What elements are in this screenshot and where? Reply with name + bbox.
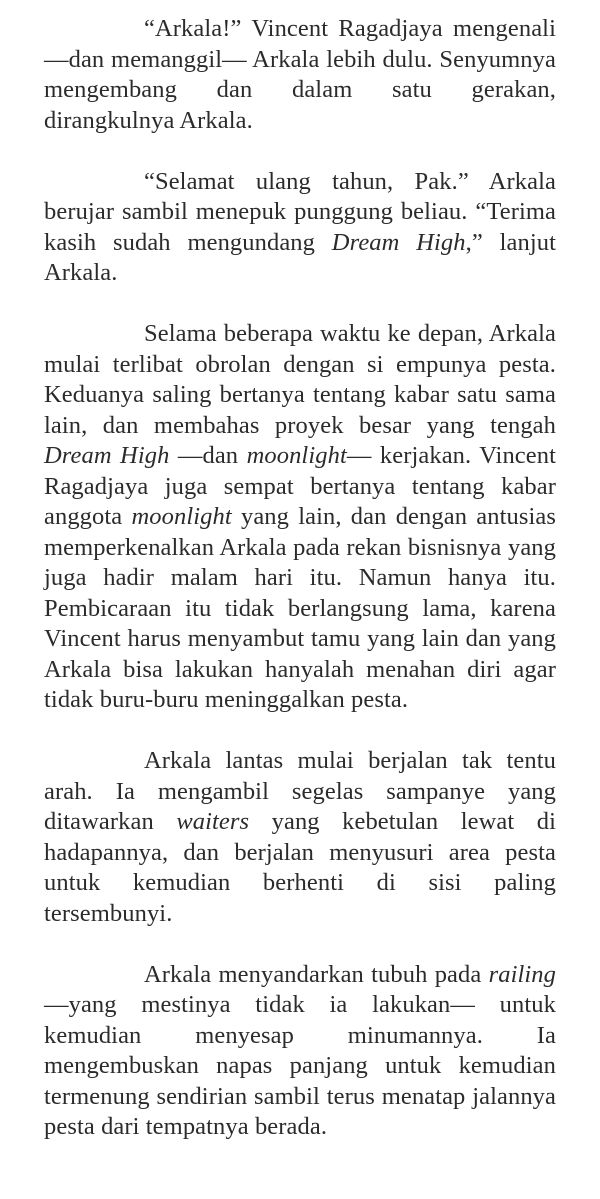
text-segment: — kerjakan. Vincent Ragadjaya juga sempat bertanya tentang kabar anggota bbox=[44, 442, 557, 530]
paragraph-3 bbox=[44, 319, 556, 716]
text-segment: Arkala lantas mulai berjalan tak tentu arah. Ia mengambil segelas sampanye yang ditawarkan bbox=[44, 747, 556, 835]
text-segment: —dan bbox=[169, 442, 247, 469]
text-segment: yang lain, dan dengan antusias memperkenalkan Arkala pada rekan bisnisnya yang juga hadir malam hari itu. Namun hanya itu. Pembicaraan itu tidak berlangsung lama, karena Vincent harus menyambut tamu yang lain dan yang Arkala bisa lakukan hanyalah menahan diri agar tidak buru-buru meninggalkan pesta. bbox=[44, 503, 556, 713]
text-segment: “Selamat ulang tahun, Pak.” Arkala berujar sambil menepuk punggung beliau. “Terima kasih sudah mengundang bbox=[44, 167, 556, 256]
paragraph-5 bbox=[44, 960, 556, 1143]
italic-term: moonlight bbox=[246, 442, 347, 469]
italic-title: Dream High bbox=[44, 442, 170, 469]
italic-title: Dream High bbox=[331, 228, 466, 256]
italic-term: railing bbox=[488, 960, 556, 988]
italic-term: waiters bbox=[176, 808, 250, 835]
text-segment: Arkala menyandarkan tubuh pada bbox=[144, 960, 489, 988]
italic-term: moonlight bbox=[131, 503, 232, 530]
document-page bbox=[44, 14, 556, 1173]
text-segment: “Arkala!” Vincent Ragadjaya mengenali —dan memanggil— Arkala lebih dulu. Senyumnya mengembang dan dalam satu gerakan, dirangkulnya Arkala. bbox=[44, 15, 556, 134]
paragraph-1 bbox=[44, 14, 556, 136]
text-segment: ,” lanjut Arkala. bbox=[44, 228, 557, 286]
text-segment: yang kebetulan lewat di hadapannya, dan berjalan menyusuri area pesta untuk kemudian berhenti di sisi paling tersembunyi. bbox=[44, 808, 556, 927]
text-segment: Selama beberapa waktu ke depan, Arkala mulai terlibat obrolan dengan si empunya pesta. Keduanya saling bertanya tentang kabar satu sama lain, dan membahas proyek besar yang tengah bbox=[44, 320, 556, 439]
paragraph-4 bbox=[44, 746, 556, 929]
paragraph-2 bbox=[44, 167, 556, 289]
text-segment: —yang mestinya tidak ia lakukan— untuk kemudian menyesap minumannya. Ia mengembuskan napas panjang untuk kemudian termenung sendirian sambil terus menatap jalannya pesta dari tempatnya berada. bbox=[44, 991, 556, 1140]
